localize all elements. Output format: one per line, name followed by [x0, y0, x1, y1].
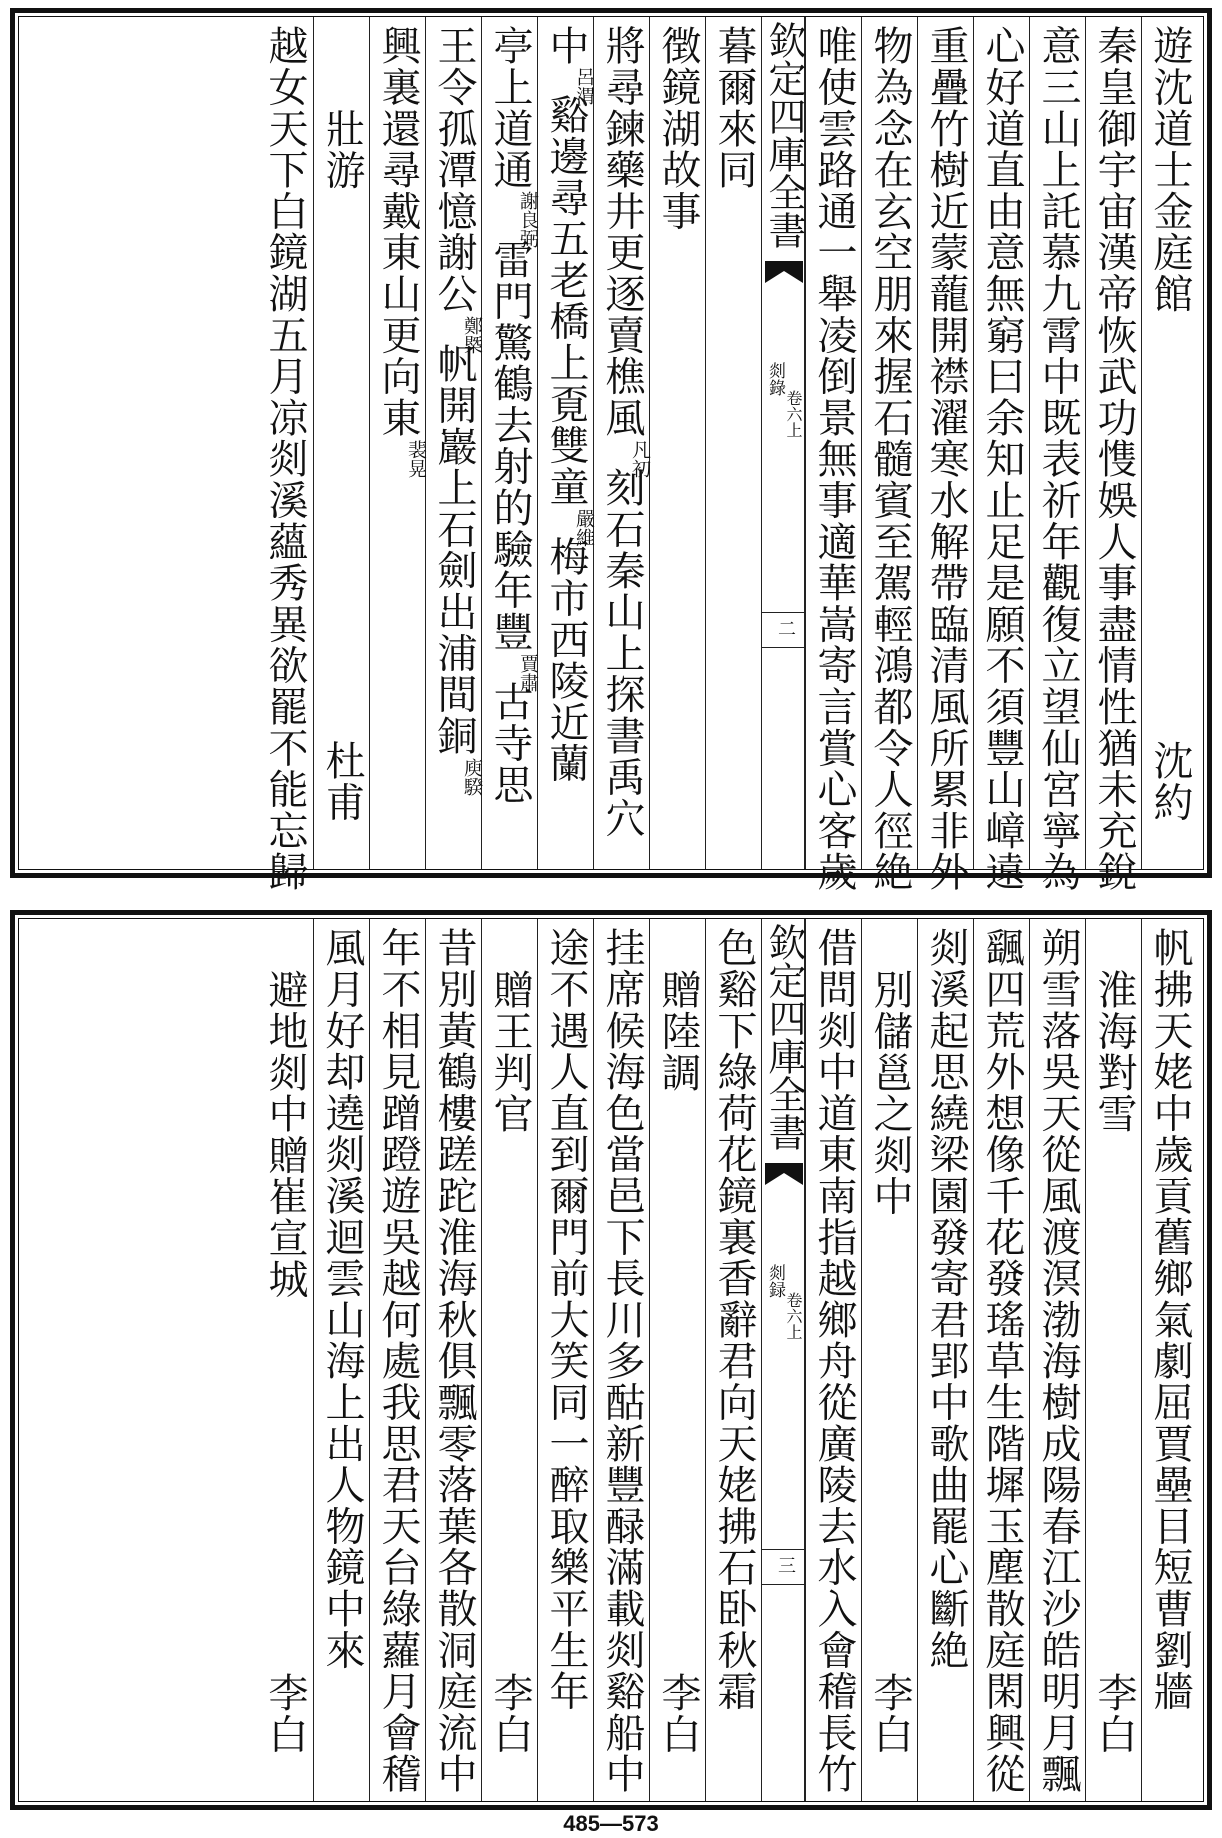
text-column [1029, 17, 1085, 893]
column-text: 帆拂天姥中歲貢舊鄉氣劇屈賈壘目短曹劉牆 [1147, 927, 1193, 1712]
author-name: 李白 [655, 1672, 701, 1755]
top-page-columns [21, 17, 1201, 893]
annotation-note: 嚴維 [573, 508, 595, 547]
column-text: 亭上道通 [487, 25, 533, 191]
center-header-block [761, 919, 805, 1801]
text-column [861, 919, 917, 1801]
text-column [537, 17, 593, 869]
text-column [593, 919, 649, 1801]
book-title-label: 剡錄 [765, 362, 785, 396]
column-text: 挂席候海色當邑下長川多酤新豐醁滿載剡谿船中 [599, 927, 645, 1795]
rule-line [762, 647, 806, 648]
text-column [369, 919, 425, 1801]
center-header-block [761, 17, 805, 869]
column-text: 帆開巖上石劍出浦間銅 [431, 342, 477, 756]
text-column [973, 17, 1029, 893]
column-text: 朔雪落吳天從風渡溟渤海樹成陽春江沙皓明月飄 [1035, 927, 1081, 1795]
column-text: 唯使雲路通一舉凌倒景無事適華嵩寄言賞心客歲 [811, 25, 857, 893]
column-text: 心好道直由意無窮曰余知止足是願不須豐山嶂遠 [979, 25, 1025, 893]
text-column [1085, 17, 1141, 893]
column-text: 刻石秦山上探書禹穴 [599, 467, 645, 839]
text-column [257, 17, 313, 893]
annotation-note: 庾騤 [461, 757, 483, 796]
text-column [705, 919, 761, 1801]
column-text: 別儲邕之剡中 [867, 968, 913, 1217]
author-name: 李白 [1091, 1672, 1137, 1755]
rule-line [762, 1584, 806, 1585]
collection-title: 欽定四庫全書 [762, 21, 806, 249]
column-text: 秦皇御宇宙漢帝恢武功愯娛人事盡情性猶未充銳 [1091, 25, 1137, 893]
text-column [705, 17, 761, 869]
text-column [805, 17, 861, 893]
column-text: 淮海對雪 [1091, 968, 1137, 1134]
annotation-note: 凡初 [629, 440, 651, 478]
text-column [425, 919, 481, 1801]
book-title-label: 剡録 [765, 1264, 785, 1298]
author-name: 李白 [867, 1672, 913, 1755]
volume-label: 卷六上 [784, 1292, 803, 1340]
column-text: 昔別黃鶴樓蹉跎淮海秋俱飄零落葉各散洞庭流中 [431, 927, 477, 1795]
annotation-note: 鄭槩 [461, 315, 483, 354]
text-column [973, 919, 1029, 1801]
text-column [313, 17, 369, 869]
annotation-note: 裴晃 [405, 440, 427, 478]
volume-label: 卷六上 [784, 390, 803, 438]
text-column [481, 17, 537, 869]
text-column [917, 919, 973, 1801]
column-text: 梅市西陵近蘭 [543, 535, 589, 784]
column-text: 暮爾來同 [711, 25, 757, 191]
column-text: 雷門驚鶴去射的驗年豐 [487, 239, 533, 652]
column-text: 古寺思 [487, 681, 533, 805]
author-name: 李白 [262, 1672, 308, 1755]
annotation-note: 賈肅 [517, 654, 539, 692]
column-text: 重疊竹樹近蒙蘢開襟濯寒水解帶臨清風所累非外 [923, 25, 969, 893]
annotation-note: 呂渭 [573, 66, 595, 105]
column-text: 途不遇人直到爾門前大笑同一醉取樂平生年 [543, 927, 589, 1712]
column-text: 遊沈道士金庭館 [1147, 25, 1193, 315]
text-column [537, 919, 593, 1801]
column-text: 色谿下綠荷花鏡裏香辭君向天姥拂石卧秋霜 [711, 927, 757, 1712]
text-column [1029, 919, 1085, 1801]
column-text: 越女天下白鏡湖五月凉剡溪蘊秀異欲罷不能忘歸 [262, 25, 308, 893]
collection-title: 欽定四庫全書 [762, 923, 806, 1151]
fish-tail-mark-icon [765, 261, 803, 283]
text-column [1141, 17, 1197, 869]
text-column [481, 919, 537, 1801]
rule-line [762, 612, 806, 613]
column-text: 將尋鍊藥井更逐賣樵風 [599, 25, 645, 438]
text-column [861, 17, 917, 893]
column-text: 贈王判官 [487, 968, 533, 1134]
text-column [369, 17, 425, 869]
column-text: 贈陸調 [655, 968, 701, 1093]
column-text: 意三山上託慕九霄中既表祈年觀復立望仙宮寧為 [1035, 25, 1081, 893]
text-column [649, 919, 705, 1801]
column-text: 避地剡中贈崔宣城 [262, 968, 308, 1299]
column-text: 興裏還尋戴東山更向東 [375, 25, 421, 438]
fish-tail-mark-icon [765, 1163, 803, 1185]
column-text: 徴鏡湖故事 [655, 25, 701, 232]
column-text: 剡溪起思繞梁園發寄君郢中歌曲罷心斷絶 [923, 927, 969, 1671]
annotation-note: 謝良弼 [517, 191, 539, 248]
author-name: 沈約 [1147, 740, 1193, 823]
column-text: 風月好却遶剡溪迴雲山海上出人物鏡中來 [319, 927, 365, 1671]
bottom-page [10, 910, 1212, 1810]
column-text: 中 [543, 25, 589, 67]
column-text: 谿邊尋五老橋上覔雙童 [543, 93, 589, 507]
text-column [593, 17, 649, 869]
column-text: 王令孤潭憶謝公 [431, 25, 477, 315]
column-text: 壯游 [319, 108, 365, 191]
author-name: 杜甫 [319, 740, 365, 823]
text-column [1141, 919, 1197, 1801]
text-column [313, 919, 369, 1801]
page-number: 二 [775, 619, 796, 637]
text-column [1085, 919, 1141, 1801]
column-text: 颻四荒外想像千花發瑤草生階墀玉塵散庭閑興從 [979, 927, 1025, 1795]
column-text: 物為念在玄空朋來握石髓賓至駕輕鴻都令人徑絶 [867, 25, 913, 893]
bottom-page-columns [21, 919, 1201, 1801]
page-code-footer: 485—573 [563, 1811, 659, 1836]
rule-line [762, 1549, 806, 1550]
text-column [805, 919, 861, 1801]
text-column [257, 919, 313, 1801]
column-text: 年不相見蹭蹬遊吳越何處我思君天台綠蘿月會稽 [375, 927, 421, 1795]
page-number: 三 [775, 1556, 796, 1574]
author-name: 李白 [487, 1672, 533, 1755]
column-text: 借問剡中道東南指越鄉舟從廣陵去水入會稽長竹 [811, 927, 857, 1795]
text-column [917, 17, 973, 893]
top-page [10, 8, 1212, 893]
